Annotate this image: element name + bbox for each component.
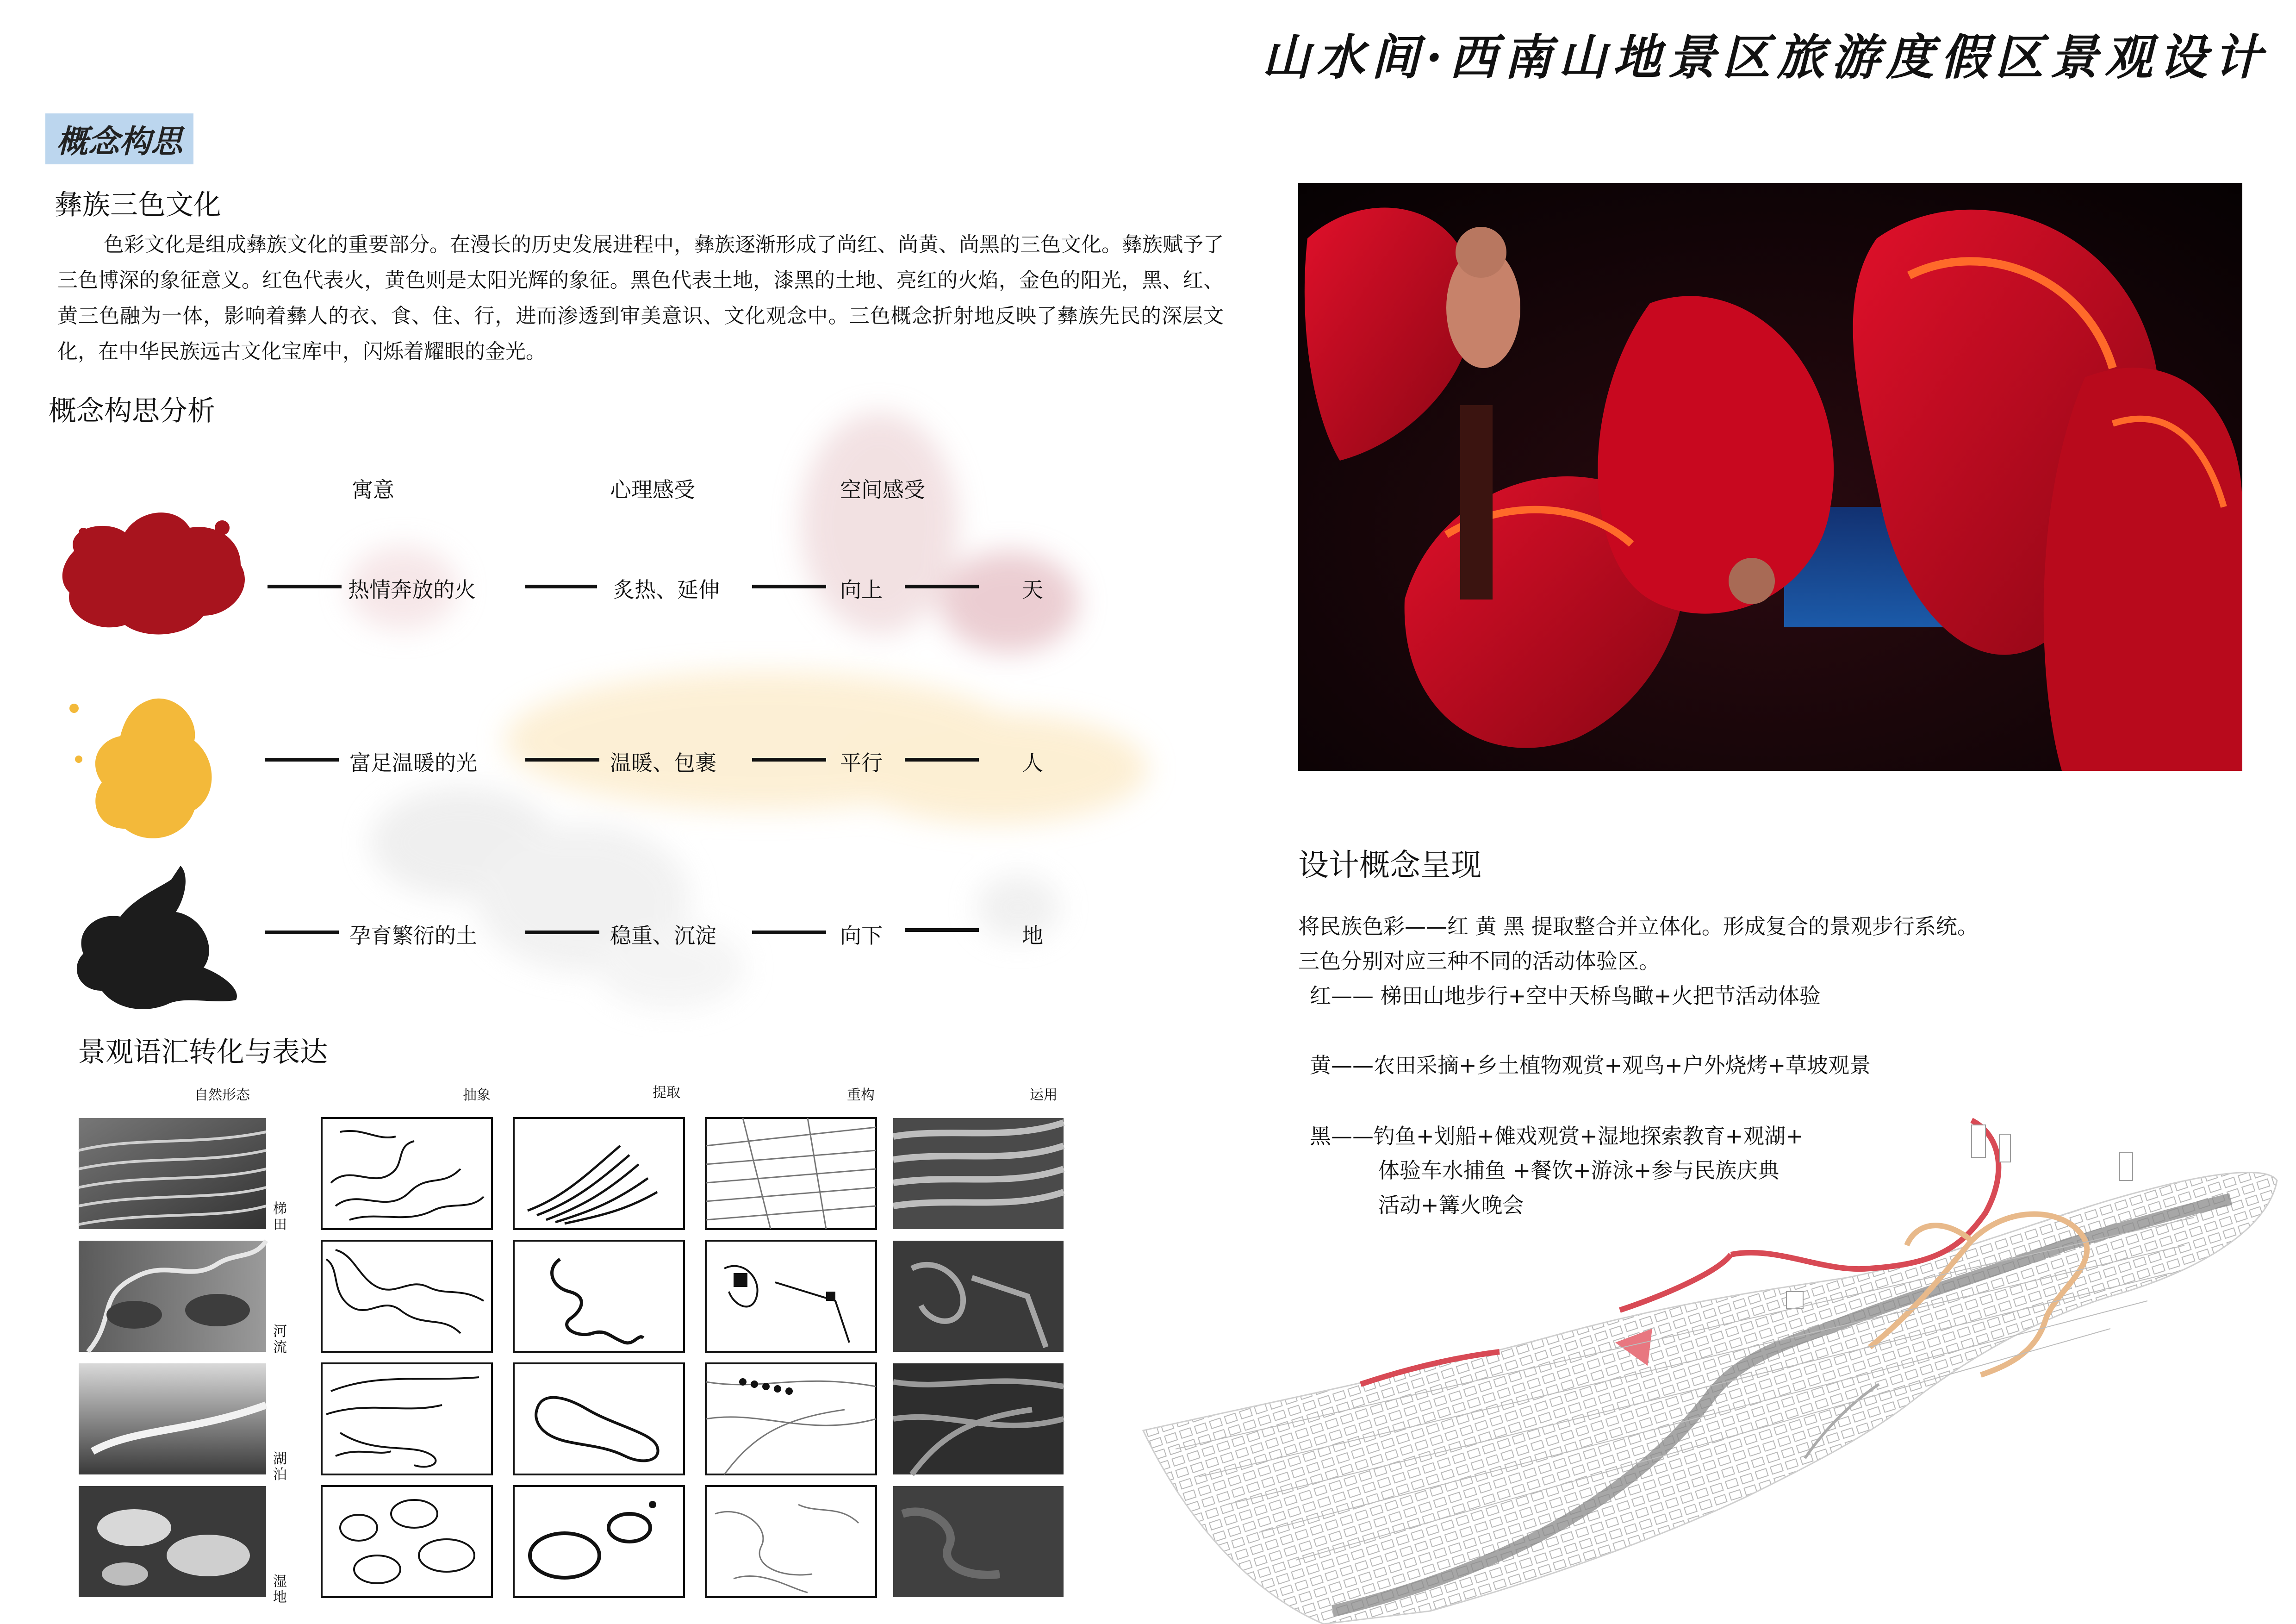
red-ink-blot xyxy=(56,500,259,643)
landscape-vocabulary-grid xyxy=(76,1111,1071,1616)
row-yellow-feeling: 温暖、包裹 xyxy=(610,750,716,775)
page-title: 山水间·西南山地景区旅游度假区景观设计 xyxy=(1262,29,2268,86)
design-line-black-2: 体验车水捕鱼 +餐饮+游泳+参与民族庆典 xyxy=(1378,1158,1780,1183)
row-black-realm: 地 xyxy=(1022,923,1043,948)
yi-culture-heading: 彝族三色文化 xyxy=(55,189,221,221)
design-line-yellow: 黄——农田采摘+乡土植物观赏+观鸟+户外烧烤+草坡观景 xyxy=(1310,1053,1871,1078)
row-black-space: 向下 xyxy=(840,923,883,948)
yi-dance-photo xyxy=(1298,183,2242,771)
black-ink-blot xyxy=(65,861,250,1014)
col-meaning: 寓意 xyxy=(352,477,394,502)
design-line-black-3: 活动+篝火晚会 xyxy=(1378,1193,1524,1218)
row-red-feeling: 炙热、延伸 xyxy=(613,577,720,602)
col-space: 空间感受 xyxy=(840,477,925,502)
yi-culture-paragraph: 色彩文化是组成彝族文化的重要部分。在漫长的历史发展进程中，彝族逐渐形成了尚红、尚黄、尚黑的三色文化。彝族赋予了三色博深的象征意义。红色代表火，黄色则是太阳光辉的象征。黑色代表土地，漆黑的土地、亮红的火焰，金色的阳光，黑、红、黄三色融为一体，影响着彝人的衣、食、住、行，进而渗透到审美意识、文化观念中。三色概念折射地反映了彝族先民的深层文化，在中华民族远古文化宝库中，闪烁着耀眼的金光。 xyxy=(57,233,1224,363)
grid-col-reconstruct: 重构 xyxy=(847,1087,875,1103)
row-black-feeling: 稳重、沉淀 xyxy=(610,923,716,948)
row-yellow-meaning: 富足温暖的光 xyxy=(349,750,477,775)
grid-row-river: 河流 xyxy=(273,1324,287,1355)
row-red-realm: 天 xyxy=(1022,577,1043,602)
col-feeling: 心理感受 xyxy=(610,477,695,502)
yellow-ink-blot xyxy=(60,690,236,856)
grid-row-lake: 湖泊 xyxy=(273,1451,287,1483)
grid-row-terrace: 梯田 xyxy=(273,1201,287,1233)
row-yellow-realm: 人 xyxy=(1022,750,1043,775)
row-yellow-space: 平行 xyxy=(840,750,883,775)
section-tag: 概念构思 xyxy=(45,113,193,164)
landscape-heading: 景观语汇转化与表达 xyxy=(78,1036,328,1068)
design-line-red: 红—— 梯田山地步行+空中天桥鸟瞰+火把节活动体验 xyxy=(1310,983,1821,1008)
site-axonometric-plan xyxy=(1129,1079,2286,1624)
row-black-meaning: 孕育繁衍的土 xyxy=(349,923,477,948)
design-line-black: 黑——钓鱼+划船+傩戏观赏+湿地探索教育+观湖+ xyxy=(1310,1124,1804,1149)
grid-col-abstract: 抽象 xyxy=(463,1087,491,1103)
row-red-meaning: 热情奔放的火 xyxy=(348,577,476,602)
design-heading: 设计概念呈现 xyxy=(1298,847,1481,883)
grid-col-apply: 运用 xyxy=(1030,1087,1058,1103)
analysis-heading: 概念构思分析 xyxy=(49,395,215,427)
row-red-space: 向上 xyxy=(840,577,883,602)
grid-row-wetland: 湿地 xyxy=(273,1574,287,1605)
design-line-2: 三色分别对应三种不同的活动体验区。 xyxy=(1298,949,1660,974)
grid-col-nature: 自然形态 xyxy=(194,1087,250,1103)
grid-col-extract: 提取 xyxy=(653,1085,680,1101)
design-line-1: 将民族色彩——红 黄 黑 提取整合并立体化。形成复合的景观步行系统。 xyxy=(1298,914,1979,939)
